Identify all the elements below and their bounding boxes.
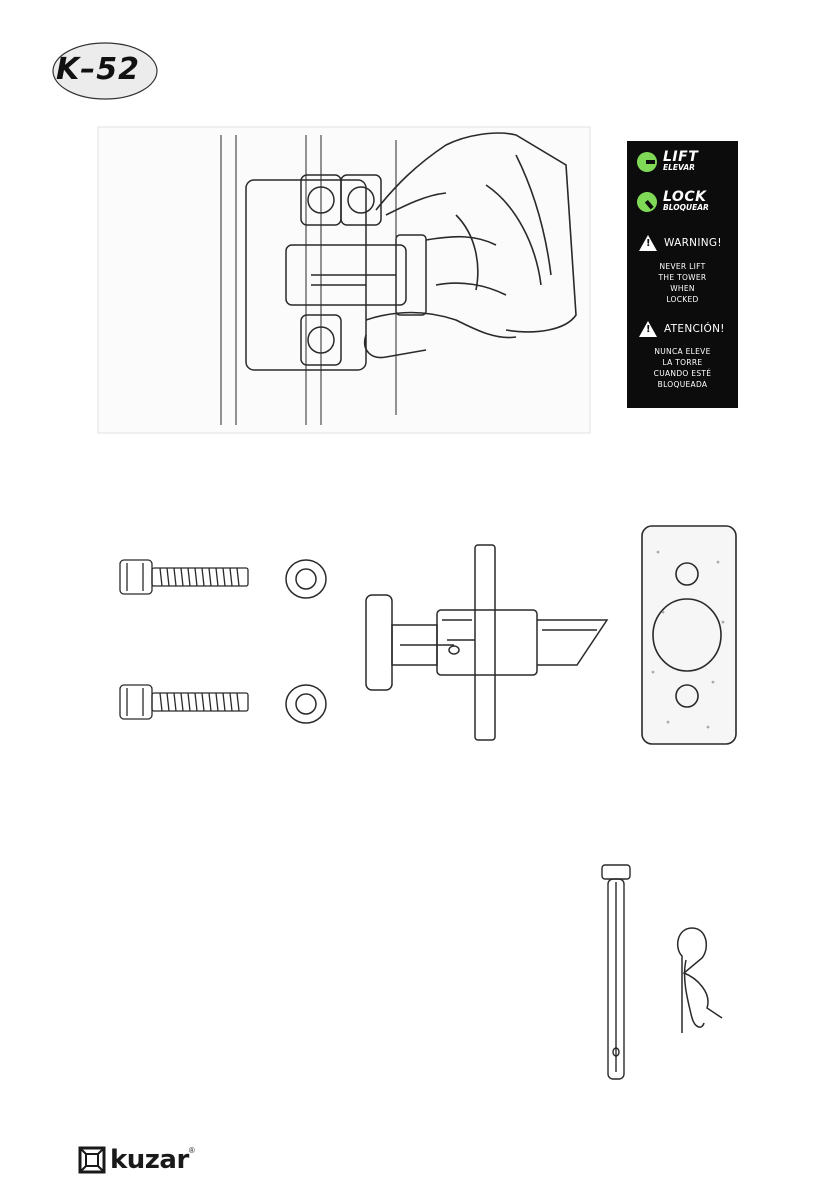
lift-label-es: ELEVAR: [663, 163, 695, 172]
lock-operation-photo: [96, 125, 592, 435]
brand-name: kuzar: [110, 1145, 189, 1175]
warning-text: [627, 261, 738, 305]
model-logo: [50, 40, 160, 102]
mounting-plate-part: [638, 522, 740, 748]
lock-knob-icon: [633, 187, 661, 215]
washer-part: [283, 556, 329, 602]
attention-heading: [639, 321, 725, 337]
attention-line: BLOQUEADA: [657, 380, 708, 389]
bolt-part: [115, 555, 255, 600]
warning-triangle-icon: !: [639, 235, 657, 251]
washer-part: [283, 681, 329, 727]
warning-line: WHEN: [670, 284, 695, 293]
lock-label: LOCK: [663, 189, 707, 205]
attention-line: NUNCA ELEVE: [654, 347, 711, 356]
attention-title: ATENCIÓN!: [664, 323, 725, 335]
warning-triangle-icon: !: [639, 321, 657, 337]
attention-text: [627, 346, 738, 390]
lock-instruction: [637, 191, 709, 212]
warning-line: LOCKED: [666, 295, 699, 304]
warning-line: NEVER LIFT: [659, 262, 706, 271]
model-logo-text: K–52: [56, 52, 140, 87]
warning-heading: [639, 235, 722, 251]
kuzar-logo-icon: [78, 1146, 106, 1174]
lift-instruction: [637, 151, 698, 172]
warning-line: THE TOWER: [658, 273, 707, 282]
warning-label-sticker: [627, 141, 738, 408]
r-clip-part: [662, 918, 728, 1038]
registered-mark: ®: [188, 1146, 195, 1155]
clevis-pin-part: [596, 862, 636, 1084]
brand-logo: [78, 1142, 198, 1178]
warning-title: WARNING!: [664, 237, 722, 249]
attention-line: LA TORRE: [662, 358, 703, 367]
lift-knob-icon: [637, 152, 657, 172]
lock-plunger-part: [362, 540, 622, 745]
bolt-part: [115, 680, 255, 725]
lift-label: LIFT: [663, 149, 699, 165]
attention-line: CUANDO ESTÉ: [653, 369, 712, 378]
lock-label-es: BLOQUEAR: [663, 203, 709, 212]
